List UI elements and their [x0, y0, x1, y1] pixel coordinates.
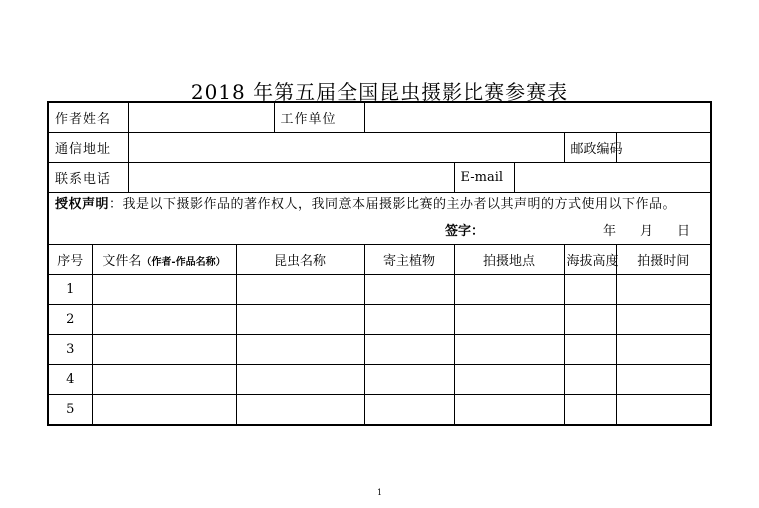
- insect-cell[interactable]: [236, 335, 364, 365]
- day-label: 日: [677, 224, 691, 239]
- location-cell[interactable]: [454, 335, 564, 365]
- row-index: 2: [48, 305, 92, 335]
- declaration-body: ：我是以下摄影作品的著作权人，我同意本届摄影比赛的主办者以其声明的方式使用以下作品。: [109, 197, 677, 212]
- altitude-cell[interactable]: [564, 305, 616, 335]
- postcode-field[interactable]: [616, 133, 711, 163]
- header-filename-label: 文件名: [102, 254, 142, 269]
- header-location: 拍摄地点: [454, 245, 564, 275]
- host-cell[interactable]: [364, 335, 454, 365]
- altitude-cell[interactable]: [564, 335, 616, 365]
- header-host: 寄主植物: [364, 245, 454, 275]
- header-altitude: 海拔高度: [564, 245, 616, 275]
- filename-cell[interactable]: [92, 365, 236, 395]
- row-index: 3: [48, 335, 92, 365]
- declaration-bold-label: 授权声明: [55, 197, 110, 212]
- address-field[interactable]: [128, 133, 564, 163]
- filename-cell[interactable]: [92, 335, 236, 365]
- table-row: [48, 365, 711, 395]
- insect-cell[interactable]: [236, 365, 364, 395]
- host-cell[interactable]: [364, 305, 454, 335]
- signature-line: [55, 220, 704, 244]
- signature-label: 签字：: [445, 224, 485, 239]
- page-number: 1: [376, 488, 383, 497]
- insect-cell[interactable]: [236, 305, 364, 335]
- host-cell[interactable]: [364, 275, 454, 305]
- time-cell[interactable]: [616, 395, 711, 426]
- time-cell[interactable]: [616, 365, 711, 395]
- host-cell[interactable]: [364, 395, 454, 426]
- table-row: [48, 395, 711, 426]
- declaration-cell: [48, 193, 711, 245]
- header-filename: [92, 245, 236, 275]
- filename-cell[interactable]: [92, 395, 236, 426]
- address-label: 通信地址: [48, 133, 128, 163]
- header-index: 序号: [48, 245, 92, 275]
- page-title: 2018 年第五届全国昆虫摄影比赛参赛表: [190, 80, 569, 104]
- year-label: 年: [603, 224, 617, 239]
- location-cell[interactable]: [454, 305, 564, 335]
- header-insect: 昆虫名称: [236, 245, 364, 275]
- altitude-cell[interactable]: [564, 275, 616, 305]
- author-row: [48, 102, 711, 133]
- header-filename-note: （作者-作品名称）: [141, 257, 226, 268]
- altitude-cell[interactable]: [564, 395, 616, 426]
- row-index: 1: [48, 275, 92, 305]
- email-field[interactable]: [514, 163, 711, 193]
- phone-label: 联系电话: [48, 163, 128, 193]
- host-cell[interactable]: [364, 365, 454, 395]
- entry-form-table: [47, 101, 712, 426]
- work-unit-field[interactable]: [364, 102, 711, 133]
- work-unit-label: 工作单位: [274, 102, 364, 133]
- month-label: 月: [640, 224, 654, 239]
- row-index: 4: [48, 365, 92, 395]
- filename-cell[interactable]: [92, 275, 236, 305]
- row-index: 5: [48, 395, 92, 426]
- postcode-label: 邮政编码: [564, 133, 616, 163]
- insect-cell[interactable]: [236, 395, 364, 426]
- insect-cell[interactable]: [236, 275, 364, 305]
- author-name-label: 作者姓名: [48, 102, 128, 133]
- location-cell[interactable]: [454, 365, 564, 395]
- location-cell[interactable]: [454, 275, 564, 305]
- table-row: [48, 275, 711, 305]
- author-name-field[interactable]: [128, 102, 274, 133]
- table-header-row: [48, 245, 711, 275]
- phone-field[interactable]: [128, 163, 454, 193]
- declaration-row: [48, 193, 711, 245]
- filename-cell[interactable]: [92, 305, 236, 335]
- header-time: 拍摄时间: [616, 245, 711, 275]
- location-cell[interactable]: [454, 395, 564, 426]
- time-cell[interactable]: [616, 305, 711, 335]
- table-row: [48, 305, 711, 335]
- altitude-cell[interactable]: [564, 365, 616, 395]
- email-label: E-mail: [454, 163, 514, 193]
- declaration-text: [55, 193, 704, 212]
- address-row: [48, 133, 711, 163]
- time-cell[interactable]: [616, 335, 711, 365]
- time-cell[interactable]: [616, 275, 711, 305]
- table-row: [48, 335, 711, 365]
- phone-row: [48, 163, 711, 193]
